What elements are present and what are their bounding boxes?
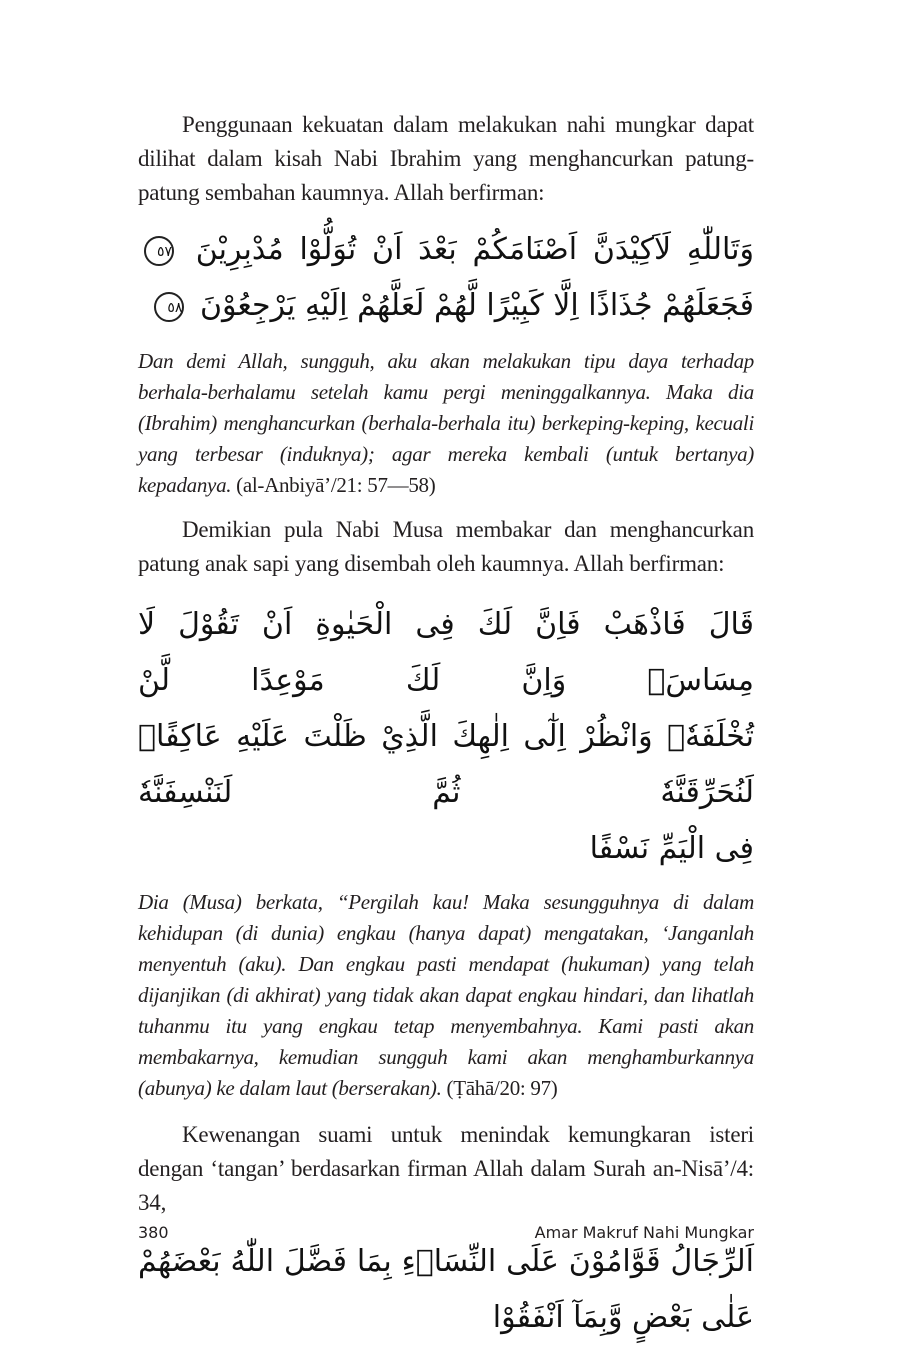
arabic-line: فِى الْيَمِّ نَسْفًا [589, 831, 754, 866]
page-body [138, 108, 754, 1346]
page-footer [138, 1223, 754, 1242]
arabic-verse-taha-97 [138, 597, 754, 877]
verse-reference: (al-Anbiyā’/21: 57—58) [236, 473, 436, 497]
translation-taha [138, 887, 754, 1104]
arabic-line: قَالَ فَاذْهَبْ فَاِنَّ لَكَ فِى الْحَيٰوةِ اَنْ تَقُوْلَ لَا مِسَاسَۖ وَاِنَّ لَكَ مَوْعِدًا لَّنْ [138, 607, 754, 698]
translation-anbiya [138, 346, 754, 501]
verse-number-marker: ٥٧ [144, 236, 174, 266]
arabic-line: فَجَعَلَهُمْ جُذَاذًا اِلَّا كَبِيْرًا لَّهُمْ لَعَلَّهُمْ اِلَيْهِ يَرْجِعُوْنَ [199, 288, 754, 323]
translation-text: Dan demi Allah, sungguh, aku akan melakukan tipu daya terhadap berhala-berhalamu setelah kamu pergi meninggalkannya. Maka dia (Ibrahim) menghancurkan (berhala-berhala itu) berkeping-keping, kecuali yang terbesar (induknya); agar mereka kembali (untuk bertanya) kepadanya. [138, 349, 754, 497]
arabic-line: تُخْلَفَهٗۚ وَانْظُرْ اِلٰٓى اِلٰهِكَ الَّذِيْ ظَلْتَ عَلَيْهِ عَاكِفًاۗ لَنُحَرِّقَنَّهٗ ثُمَّ لَنَنْسِفَنَّهٗ [138, 719, 754, 810]
verse-number-marker: ٥٨ [154, 292, 184, 322]
running-title: Amar Makruf Nahi Mungkar [534, 1223, 754, 1242]
paragraph-musa-intro: Demikian pula Nabi Musa membakar dan menghancurkan patung anak sapi yang disembah oleh kaumnya. Allah berfirman: [138, 517, 754, 576]
arabic-line: وَتَاللّٰهِ لَاَكِيْدَنَّ اَصْنَامَكُمْ بَعْدَ اَنْ تُوَلُّوْا مُدْبِرِيْنَ [195, 232, 755, 267]
translation-text: Dia (Musa) berkata, “Pergilah kau! Maka sesungguhnya di dalam kehidupan (di dunia) engkau (hanya dapat) mengatakan, ‘Janganlah menyentuh (aku). Dan engkau pasti mendapat (hukuman) yang telah dijanjikan (di akhirat) yang tidak akan dapat engkau hindari, dan lihatlah tuhanmu itu yang engkau tetap menyembahnya. Kami pasti akan membakarnya, kemudian sungguh kami akan menghamburkannya (abunya) ke dalam laut (berserakan). [138, 890, 754, 1100]
arabic-verse-anbiya-57-58 [138, 222, 754, 334]
paragraph-husband-authority: Kewenangan suami untuk menindak kemungkaran isteri dengan ‘tangan’ berdasarkan firman Allah dalam Surah an-Nisā’/4: 34, [138, 1122, 754, 1215]
page-number: 380 [138, 1223, 169, 1242]
arabic-line: اَلرِّجَالُ قَوَّامُوْنَ عَلَى النِّسَاۤءِ بِمَا فَضَّلَ اللّٰهُ بَعْضَهُمْ عَلٰى بَعْضٍ وَّبِمَآ اَنْفَقُوْا [138, 1244, 754, 1335]
verse-reference: (Ṭāhā/20: 97) [446, 1076, 558, 1100]
arabic-verse-nisa-34 [138, 1234, 754, 1346]
paragraph-ibrahim-intro: Penggunaan kekuatan dalam melakukan nahi mungkar dapat dilihat dalam kisah Nabi Ibrahim yang menghancurkan patung-patung sembahan kaumnya. Allah berfirman: [138, 112, 754, 205]
